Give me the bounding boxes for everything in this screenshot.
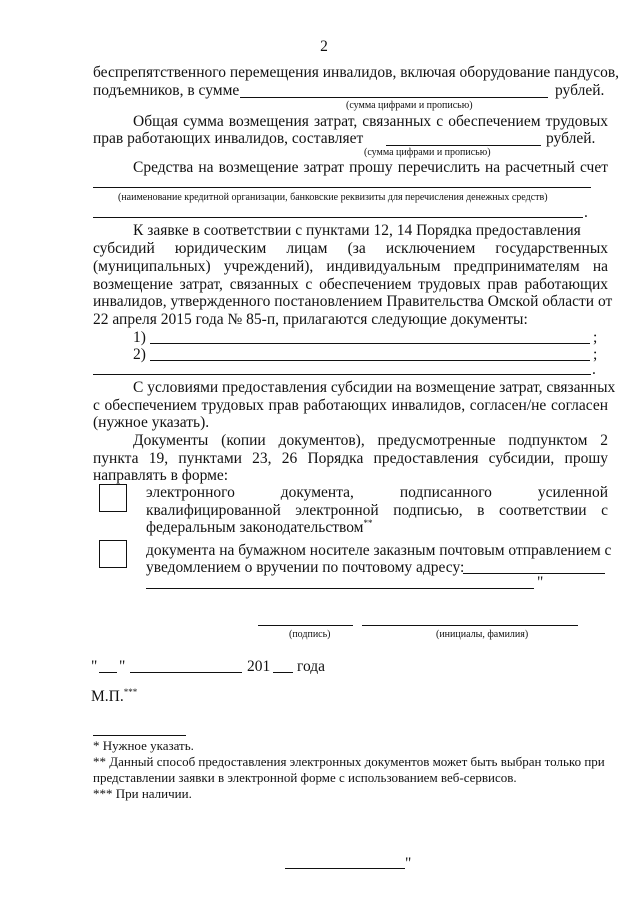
document-item-1-number: 1) <box>133 329 146 346</box>
block3-period: . <box>584 204 588 221</box>
amount-field[interactable] <box>240 97 548 98</box>
footnote-2: ** Данный способ предоставления электронных документов может быть выбран только при <box>93 754 605 769</box>
document-item-1-semicolon: ; <box>593 329 598 346</box>
block2-rubles: рублей. <box>546 130 596 147</box>
document-item-3-field[interactable] <box>93 374 591 375</box>
block5-line3: (нужное указать). <box>93 414 210 431</box>
block4-line6: 22 апреля 2015 года № 85-п, прилагаются следующие документы: <box>93 311 528 328</box>
bank-details-field-2[interactable] <box>93 217 583 218</box>
month-field[interactable] <box>130 672 242 673</box>
option1-line3: федеральным законодательством** <box>146 517 373 536</box>
footnote-separator <box>93 735 186 736</box>
year-suffix: года <box>297 658 326 675</box>
block4-line2: субсидий юридическим лицам (за исключением государственных <box>93 240 608 257</box>
block4-line5: инвалидов, утвержденного постановлением Правительства Омской области от <box>93 293 613 310</box>
document-item-2-field[interactable] <box>150 360 590 361</box>
block4-line1: К заявке в соответствии с пунктами 12, 14 Порядка предоставления <box>133 222 581 239</box>
paper-form-checkbox[interactable] <box>99 540 127 568</box>
block1-hint: (сумма цифрами и прописью) <box>346 100 473 111</box>
year-prefix: 201 <box>247 658 271 675</box>
footnote-2-cont: представлении заявки в электронной форме с использованием веб-сервисов. <box>93 770 517 785</box>
block5-line2: с обеспечением трудовых прав работающих инвалидов, согласен/не согласен <box>93 397 608 414</box>
year-field[interactable] <box>273 672 293 673</box>
option1-footnote-mark: ** <box>363 517 373 528</box>
stamp-label: М.П.*** <box>91 686 138 705</box>
block6-line1: Документы (копии документов), предусмотренные подпунктом 2 <box>133 432 608 449</box>
block1-line2-prefix: подъемников, в сумме <box>93 82 240 99</box>
document-item-1-field[interactable] <box>150 343 590 344</box>
block2-line2-prefix: прав работающих инвалидов, составляет <box>93 130 364 147</box>
block4-line4: возмещение затрат, связанных с обеспечением трудовых прав работающих <box>93 276 608 293</box>
document-item-2-number: 2) <box>133 346 146 363</box>
option2-line1: документа на бумажном носителе заказным почтовым отправлением с <box>146 542 612 559</box>
block5-line1: С условиями предоставления субсидии на возмещение затрат, связанных <box>133 379 616 396</box>
bottom-rule <box>285 868 405 869</box>
name-hint: (инициалы, фамилия) <box>436 629 529 640</box>
date-close-quote: " <box>119 658 126 675</box>
page-number: 2 <box>320 38 328 55</box>
postal-address-field-2[interactable] <box>146 588 534 589</box>
bank-details-field[interactable] <box>93 187 591 188</box>
signature-hint: (подпись) <box>289 629 331 640</box>
bottom-quote: " <box>405 855 412 872</box>
document-list-period: . <box>592 361 596 378</box>
block4-line3: (муниципальных) учреждений), индивидуальным предпринимателям на <box>93 258 608 275</box>
block6-line2: пункта 19, пунктами 23, 26 Порядка предоставления субсидии, прошу <box>93 450 608 467</box>
option2-line2: уведомлением о вручении по почтовому адресу: <box>146 559 465 576</box>
footnote-1: * Нужное указать. <box>93 738 194 753</box>
block3-hint: (наименование кредитной организации, банковские реквизиты для перечисления денежных средств) <box>118 192 548 203</box>
block6-line3: направлять в форме: <box>93 467 229 484</box>
block2-hint: (сумма цифрами и прописью) <box>364 147 491 158</box>
date-open-quote: " <box>91 658 98 675</box>
signature-field[interactable] <box>258 625 353 626</box>
document-item-2-semicolon: ; <box>593 346 598 363</box>
block3-line1: Средства на возмещение затрат прошу перечислить на расчетный счет <box>133 159 608 176</box>
block1-rubles: рублей. <box>555 82 605 99</box>
total-amount-field[interactable] <box>386 145 541 146</box>
block2-line1: Общая сумма возмещения затрат, связанных с обеспечением трудовых <box>133 113 608 130</box>
name-field[interactable] <box>362 625 578 626</box>
block1-line1: беспрепятственного перемещения инвалидов, включая оборудование пандусов, <box>93 64 620 81</box>
day-field[interactable] <box>99 672 117 673</box>
option1-line2: квалифицированной электронной подписью, в соответствии с <box>146 502 608 519</box>
stamp-footnote-mark: *** <box>123 686 138 697</box>
electronic-form-checkbox[interactable] <box>99 484 127 512</box>
postal-address-field[interactable] <box>463 573 605 574</box>
footnote-3: *** При наличии. <box>93 786 192 801</box>
option1-line1: электронного документа, подписанного усиленной <box>146 484 608 501</box>
postal-address-quote: " <box>537 574 544 591</box>
